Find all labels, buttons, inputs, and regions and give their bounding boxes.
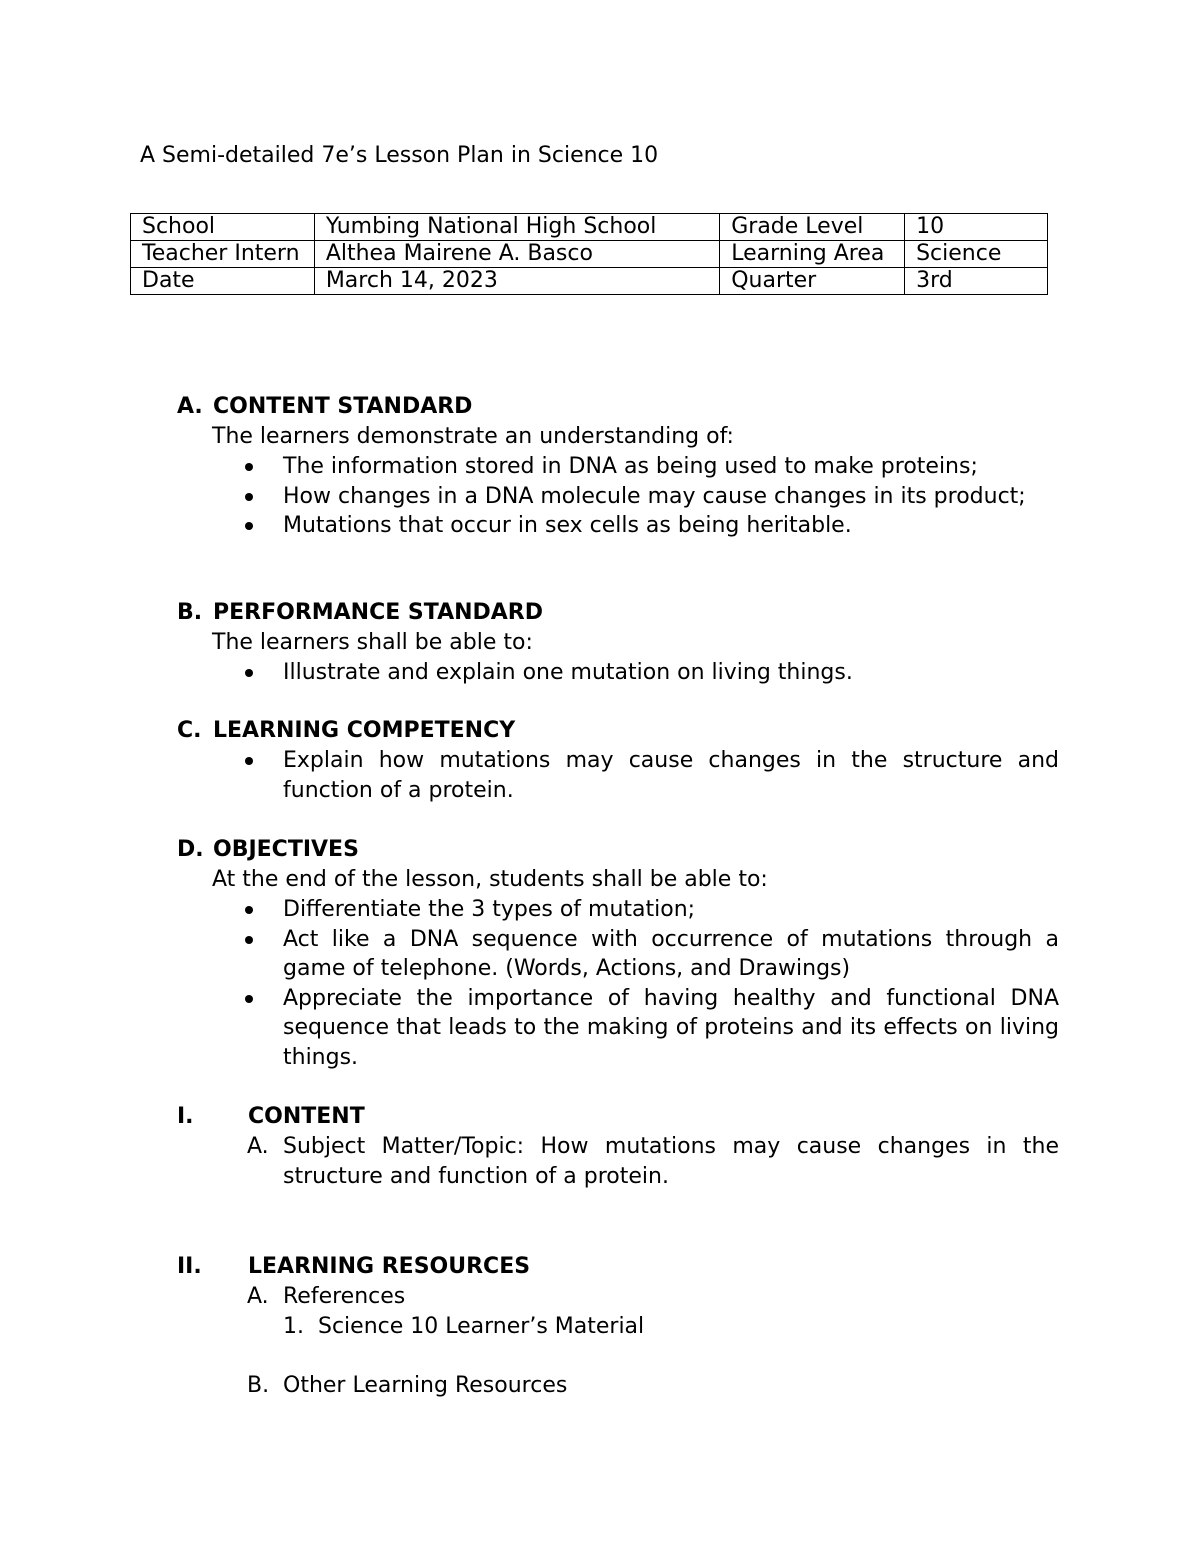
section-title: CONTENT [248, 1104, 365, 1129]
section-intro: The learners demonstrate an understanding of: [212, 424, 734, 449]
list-item: How changes in a DNA molecule may cause changes in its product; [177, 482, 1059, 512]
list-item [177, 1312, 1059, 1342]
info-value-quarter: 3rd [905, 268, 1048, 295]
item-label: B. [247, 1372, 270, 1398]
item-text: Other Learning Resources [283, 1372, 568, 1398]
info-value-grade-level: 10 [905, 214, 1048, 241]
list-item [177, 1132, 1059, 1191]
bullet-list [177, 452, 1059, 541]
section-title: CONTENT STANDARD [213, 394, 473, 419]
section-numeral: I. [177, 1104, 194, 1129]
info-value-teacher-intern: Althea Mairene A. Basco [314, 241, 719, 268]
section-heading [177, 835, 1059, 865]
section-heading [177, 1102, 1059, 1132]
list-item [177, 1282, 1059, 1312]
list-item: Differentiate the 3 types of mutation; [177, 895, 1059, 925]
bullet-list [177, 895, 1059, 1073]
section-letter: D. [177, 837, 204, 862]
list-item: Explain how mutations may cause changes in the structure and function of a protein. [177, 746, 1059, 805]
info-value-learning-area: Science [905, 241, 1048, 268]
section-letter: B. [177, 600, 203, 625]
section-title: LEARNING RESOURCES [248, 1254, 531, 1279]
document-title: A Semi-detailed 7e’s Lesson Plan in Science 10 [140, 143, 659, 168]
item-text: Science 10 Learner’s Material [318, 1313, 645, 1339]
list-item [177, 1371, 1059, 1401]
list-item: Illustrate and explain one mutation on living things. [177, 658, 1059, 688]
bullet-list [177, 658, 1059, 688]
section-title: OBJECTIVES [213, 837, 359, 862]
info-label-quarter: Quarter [720, 268, 905, 295]
list-item: The information stored in DNA as being used to make proteins; [177, 452, 1059, 482]
section-title: LEARNING COMPETENCY [213, 718, 516, 743]
info-label-grade-level: Grade Level [720, 214, 905, 241]
section-numeral: II. [177, 1254, 202, 1279]
list-item: Mutations that occur in sex cells as being heritable. [177, 511, 1059, 541]
list-item: Act like a DNA sequence with occurrence of mutations through a game of telephone. (Words, Actions, and Drawings) [177, 925, 1059, 984]
item-label: A. [247, 1134, 269, 1159]
item-text: References [283, 1284, 406, 1309]
table-row [131, 268, 1048, 295]
section-intro: At the end of the lesson, students shall be able to: [212, 867, 768, 892]
table-row [131, 214, 1048, 241]
section-heading [177, 392, 1059, 422]
info-value-school: Yumbing National High School [314, 214, 719, 241]
info-label-date: Date [131, 268, 315, 295]
section-title: PERFORMANCE STANDARD [213, 600, 543, 625]
info-label-teacher-intern: Teacher Intern [131, 241, 315, 268]
item-text: Subject Matter/Topic: How mutations may cause changes in the structure and function of a protein. [283, 1134, 1059, 1189]
section-heading [177, 716, 1059, 746]
learning-competency-section [177, 716, 1059, 805]
section-letter: C. [177, 718, 202, 743]
learning-resources-section [177, 1252, 1059, 1400]
lesson-info-table [130, 213, 1048, 295]
info-value-date: March 14, 2023 [314, 268, 719, 295]
item-label: 1. [283, 1313, 304, 1339]
objectives-section [177, 835, 1059, 1073]
performance-standard-section [177, 598, 1059, 688]
list-item: Appreciate the importance of having healthy and functional DNA sequence that leads to the making of proteins and its effects on living things. [177, 984, 1059, 1073]
section-letter: A. [177, 394, 203, 419]
section-heading [177, 1252, 1059, 1282]
info-label-school: School [131, 214, 315, 241]
table-row [131, 241, 1048, 268]
item-label: A. [247, 1284, 269, 1309]
content-standard-section [177, 392, 1059, 541]
section-intro: The learners shall be able to: [212, 630, 533, 655]
section-heading [177, 598, 1059, 628]
content-section [177, 1102, 1059, 1191]
bullet-list [177, 746, 1059, 805]
info-label-learning-area: Learning Area [720, 241, 905, 268]
